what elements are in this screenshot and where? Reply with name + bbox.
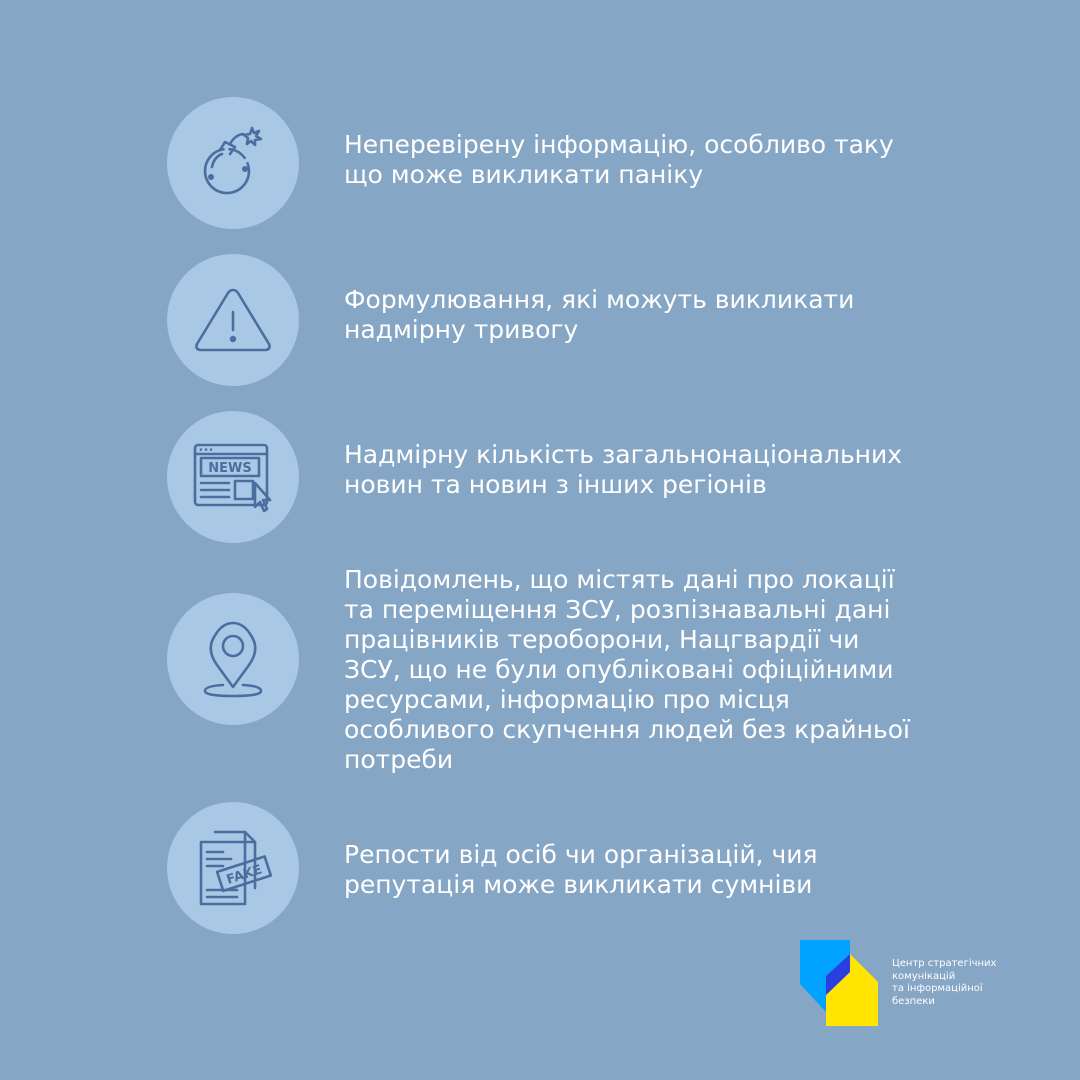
icon-circle	[167, 97, 299, 229]
item-text: Репости від осіб чи організацій, чия репутація може викликати сумніви	[344, 840, 818, 899]
item-text: Надмірну кількість загальнонаціональних новин та новин з інших регіонів	[344, 440, 903, 499]
icon-circle	[167, 254, 299, 386]
fake-label: FAKE	[224, 862, 265, 888]
icon-circle	[167, 411, 299, 543]
news-label: NEWS	[208, 461, 252, 476]
bomb-icon	[193, 123, 273, 203]
news-icon	[193, 437, 273, 517]
item-text: Формулювання, які можуть викликати надмірну тривогу	[344, 285, 855, 344]
logo-text: Центр стратегічних комунікацій та інформаційної безпеки	[892, 958, 997, 1007]
logo	[800, 940, 878, 1026]
warning-icon	[193, 280, 273, 360]
item-text: Повідомлень, що містять дані про локації та переміщення ЗСУ, розпізнавальні дані працівників тероборони, Нацгвардії чи ЗСУ, що не були опубліковані офіційними ресурсами, інформацію про місця особливого скупчення людей без крайньої потреби	[344, 565, 910, 774]
location-pin-icon	[193, 619, 273, 699]
icon-circle	[167, 802, 299, 934]
fake-document-icon	[193, 828, 273, 908]
item-text: Неперевірену інформацію, особливо таку що може викликати паніку	[344, 130, 894, 189]
icon-circle	[167, 593, 299, 725]
